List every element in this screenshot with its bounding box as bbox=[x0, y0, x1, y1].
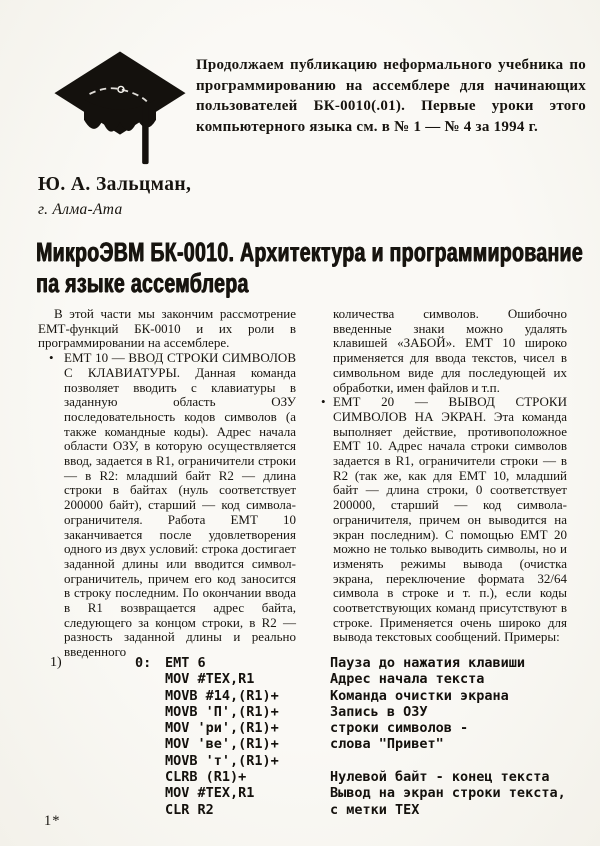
listing-row bbox=[38, 753, 568, 769]
listing-code: MOVB 'т',(R1)+ bbox=[165, 752, 279, 769]
listing-code: MOVB 'П',(R1)+ bbox=[165, 703, 279, 720]
article-abstract: Продолжаем публикацию неформального учебника по программированию на ассемблере для начинающих пользователей БК-0010(.01). Первые уроки этого компьютерного языка см. в № 1 — № 4 за 1994 г. bbox=[196, 57, 586, 135]
listing-comment: с метки ТЕХ bbox=[330, 801, 420, 818]
body-columns bbox=[38, 307, 567, 660]
listing-code: CLR R2 bbox=[165, 801, 214, 818]
listing-code: MOV 'ри',(R1)+ bbox=[165, 720, 279, 737]
listing-code: MOV 'ве',(R1)+ bbox=[165, 736, 279, 753]
listing-row bbox=[38, 785, 568, 801]
listing-row bbox=[38, 704, 568, 720]
author-name: Ю. А. Зальцман, bbox=[38, 174, 192, 195]
left-column bbox=[38, 307, 296, 660]
listing-code: MOV #TEX,R1 bbox=[165, 671, 255, 688]
listing-comment: Вывод на экран строки текста, bbox=[330, 785, 566, 802]
lead-paragraph: В этой части мы закончим рассмотрение ЕМТ-функций БК-0010 и их роли в программировании на ассемблере. bbox=[38, 306, 296, 351]
listing-comment: Запись в ОЗУ bbox=[330, 703, 428, 720]
bullet-item-emt20 bbox=[324, 395, 567, 645]
listing-code: CLRB (R1)+ bbox=[165, 769, 247, 786]
author-block bbox=[38, 174, 191, 219]
listing-comment: Команда очистки экрана bbox=[330, 687, 509, 704]
article-title bbox=[36, 237, 600, 299]
right-column bbox=[324, 307, 567, 660]
listing-comment: слова "Привет" bbox=[330, 736, 444, 753]
listing-comment: Адрес начала текста bbox=[330, 671, 485, 688]
listing-row bbox=[38, 802, 568, 818]
page-footnote-mark: 1* bbox=[44, 813, 61, 829]
listing-row bbox=[38, 720, 568, 736]
bullet-item-emt10-continuation: количества символов. Ошибочно введенные знаки можно удалять клавишей «ЗАБОЙ». ЕМТ 10 широко применяется для ввода текстов, чисел в символьном виде для последующей их обработки, имен файлов и т.п. bbox=[333, 306, 567, 395]
listing-comment: строки символов - bbox=[330, 720, 469, 737]
graduation-cap-icon bbox=[50, 46, 190, 166]
code-listing bbox=[38, 655, 568, 818]
listing-comment: Пауза до нажатия клавиши bbox=[330, 655, 526, 671]
listing-row bbox=[38, 671, 568, 687]
article-title-line2: па языке ассемблера bbox=[36, 268, 249, 298]
listing-code: EMT 6 bbox=[165, 655, 206, 671]
listing-comment bbox=[330, 753, 568, 769]
listing-item-marker: 1) bbox=[50, 655, 62, 670]
bullet-item-emt10 bbox=[38, 351, 296, 660]
listing-row bbox=[38, 655, 568, 671]
listing-code: MOVB #14,(R1)+ bbox=[165, 687, 279, 704]
author-city: г. Алма-Ата bbox=[38, 201, 123, 218]
article-title-line1: МикроЭВМ БК-0010. Архитектура и программирование bbox=[36, 237, 583, 267]
bullet-item-emt20-text: ЕМТ 20 — ВЫВОД СТРОКИ СИМВОЛОВ НА ЭКРАН. Эта команда выполняет действие, противоположное ЕМТ 10. Адрес начала строки символов задается в R1, ограничители строки — в R2 (так же, как для ЕМТ 10, младший байт — длина строки, 0 соответствует 200000, старший — код символа-ограничителя, причем он выводится на экран последним). С помощью ЕМТ 20 можно не только выводить символы, но и изменять режимы вывода (очистка экрана, переключение формата 32/64 символа в строке и т. п.), если коды соответствующих команд присутствуют в строке. Применяется очень широко для вывода текстовых сообщений. Примеры: bbox=[333, 394, 567, 645]
listing-code: MOV #TEX,R1 bbox=[165, 785, 255, 802]
listing-row bbox=[38, 769, 568, 785]
listing-comment: Нулевой байт - конец текста bbox=[330, 769, 550, 786]
bullet-item-emt10-text: ЕМТ 10 — ВВОД СТРОКИ СИМВОЛОВ С КЛАВИАТУРЫ. Данная команда позволяет вводить с клавиатуры в заданную область ОЗУ последовательность кодов символов (а также командные коды). Адрес начала области ОЗУ, в которую осуществляется ввод, задается в R1, ограничители строки — в R2: младший байт R2 — длина строки в байтах (нуль соответствует 200000 байт), старший — код символа-ограничителя. Работа ЕМТ 10 заканчивается после удовлетворения одного из двух условий: строка достигает заданной длины или вводится символ-ограничитель, причем его код заносится в строку последним. По окончании ввода в R1 возвращается адрес байта, следующего за концом строки, в R2 — разность заданной длины и реально введенного bbox=[64, 350, 296, 660]
listing-row bbox=[38, 736, 568, 752]
listing-row bbox=[38, 688, 568, 704]
listing-address-label: 0: bbox=[135, 655, 152, 671]
